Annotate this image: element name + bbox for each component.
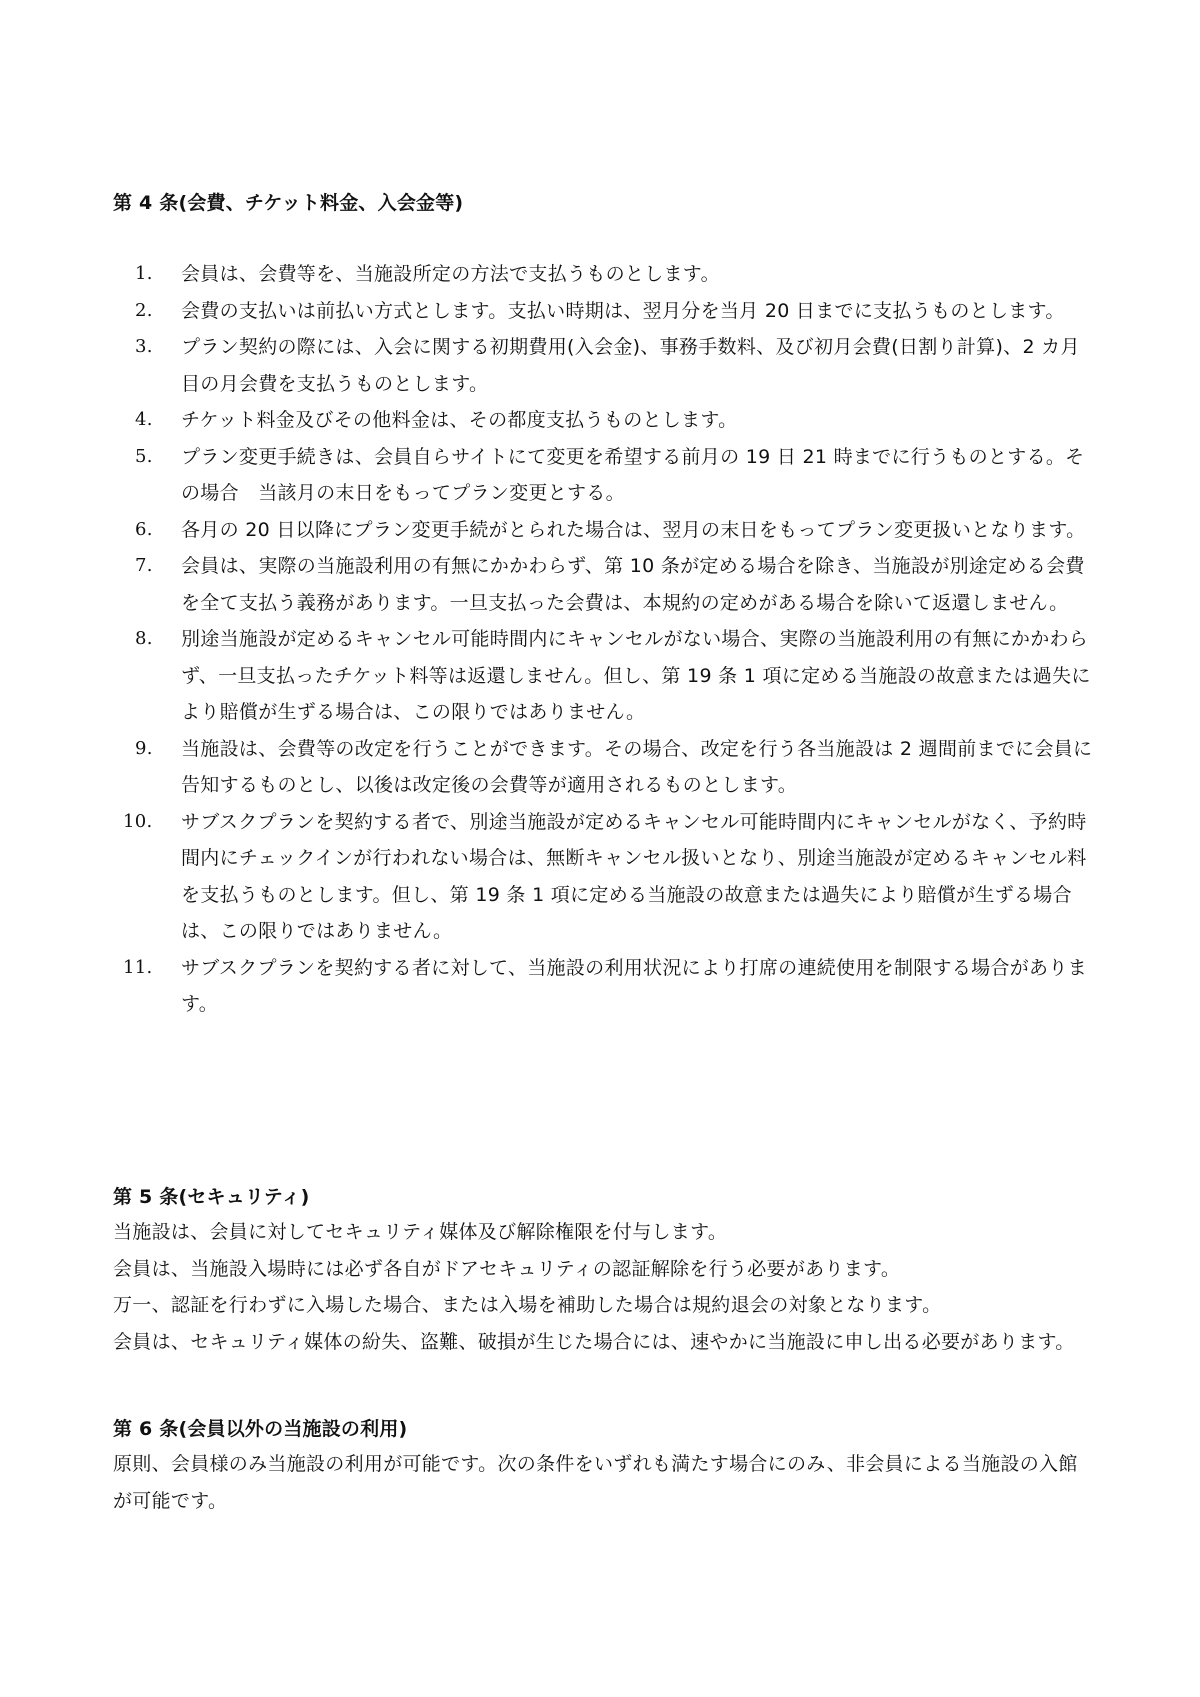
clause-item xyxy=(113,804,1093,950)
clause-text: 当施設は、会費等の改定を行うことができます。その場合、改定を行う各当施設は 2 週間前までに会員に告知するものとし、以後は改定後の会費等が適用されるものとします。 xyxy=(181,737,1093,796)
clause-item xyxy=(113,402,1093,439)
clause-number: 10. xyxy=(123,810,153,832)
article-5-paragraph: 当施設は、会員に対してセキュリティ媒体及び解除権限を付与します。 xyxy=(113,1221,728,1243)
clause-number: 8. xyxy=(135,628,153,649)
clause-text: 各月の 20 日以降にプラン変更手続がとられた場合は、翌月の末日をもってプラン変更扱いとなります。 xyxy=(181,518,1086,541)
clause-number: 7. xyxy=(135,555,153,576)
article-5-section xyxy=(113,1180,1093,1360)
article-5-title: 第 5 条(セキュリティ) xyxy=(113,1186,310,1208)
clause-text: サブスクプランを契約する者に対して、当施設の利用状況により打席の連続使用を制限する場合があります。 xyxy=(181,956,1087,1015)
clause-text: 会員は、実際の当施設利用の有無にかかわらず、第 10 条が定める場合を除き、当施設が別途定める会費を全て支払う義務があります。一旦支払った会費は、本規約の定めがある場合を除いて返還しません。 xyxy=(181,555,1085,614)
article-5-paragraph: 万一、認証を行わずに入場した場合、または入場を補助した場合は規約退会の対象となります。 xyxy=(113,1294,942,1316)
clause-item xyxy=(113,293,1093,330)
clause-item xyxy=(113,548,1093,621)
clause-text: プラン変更手続きは、会員自らサイトにて変更を希望する前月の 19 日 21 時までに行うものとする。その場合 当該月の末日をもってプラン変更とする。 xyxy=(181,445,1085,504)
clause-text: プラン契約の際には、入会に関する初期費用(入会金)、事務手数料、及び初月会費(日割り計算)、2 カ月目の月会費を支払うものとします。 xyxy=(181,336,1080,395)
article-4-section xyxy=(113,186,1093,1023)
article-5-paragraph: 会員は、当施設入場時には必ず各自がドアセキュリティの認証解除を行う必要があります。 xyxy=(113,1257,901,1280)
clause-number: 4. xyxy=(135,409,153,430)
clause-text: チケット料金及びその他料金は、その都度支払うものとします。 xyxy=(181,409,738,431)
clause-item xyxy=(113,329,1093,402)
clause-item xyxy=(113,256,1093,293)
clause-text: サブスクプランを契約する者で、別途当施設が定めるキャンセル可能時間内にキャンセルがなく、予約時間内にチェックインが行われない場合は、無断キャンセル扱いとなり、別途当施設が定めるキャンセル料を支払うものとします。但し、第 19 条 1 項に定める当施設の故意または過失により賠償が生ずる場合は、この限りではありません。 xyxy=(181,810,1087,942)
clause-number: 6. xyxy=(135,518,153,540)
clause-text: 会員は、会費等を、当施設所定の方法で支払うものとします。 xyxy=(181,263,720,285)
article-6-paragraph: 原則、会員様のみ当施設の利用が可能です。次の条件をいずれも満たす場合にのみ、非会員による当施設の入館が可能です。 xyxy=(113,1453,1078,1512)
clause-number: 9. xyxy=(135,737,153,759)
article-4-clause-list xyxy=(113,256,1093,1023)
clause-item xyxy=(113,621,1093,731)
clause-item xyxy=(113,512,1093,549)
clause-item xyxy=(113,731,1093,804)
clause-item xyxy=(113,439,1093,512)
article-6-title: 第 6 条(会員以外の当施設の利用) xyxy=(113,1418,408,1440)
clause-number: 1. xyxy=(135,263,153,284)
clause-number: 5. xyxy=(135,445,153,467)
clause-number: 11. xyxy=(123,956,153,978)
article-6-section xyxy=(113,1412,1093,1519)
clause-number: 3. xyxy=(135,336,153,357)
article-4-title: 第 4 条(会費、チケット料金、入会金等) xyxy=(113,192,464,214)
clause-text: 会費の支払いは前払い方式とします。支払い時期は、翌月分を当月 20 日までに支払うものとします。 xyxy=(181,299,1065,322)
clause-item xyxy=(113,950,1093,1023)
clause-text: 別途当施設が定めるキャンセル可能時間内にキャンセルがない場合、実際の当施設利用の有無にかかわらず、一旦支払ったチケット料等は返還しません。但し、第 19 条 1 項に定める当施設の故意または過失により賠償が生ずる場合は、この限りではありません。 xyxy=(181,628,1091,723)
clause-number: 2. xyxy=(135,299,153,321)
article-5-paragraph: 会員は、セキュリティ媒体の紛失、盗難、破損が生じた場合には、速やかに当施設に申し出る必要があります。 xyxy=(113,1330,1075,1353)
